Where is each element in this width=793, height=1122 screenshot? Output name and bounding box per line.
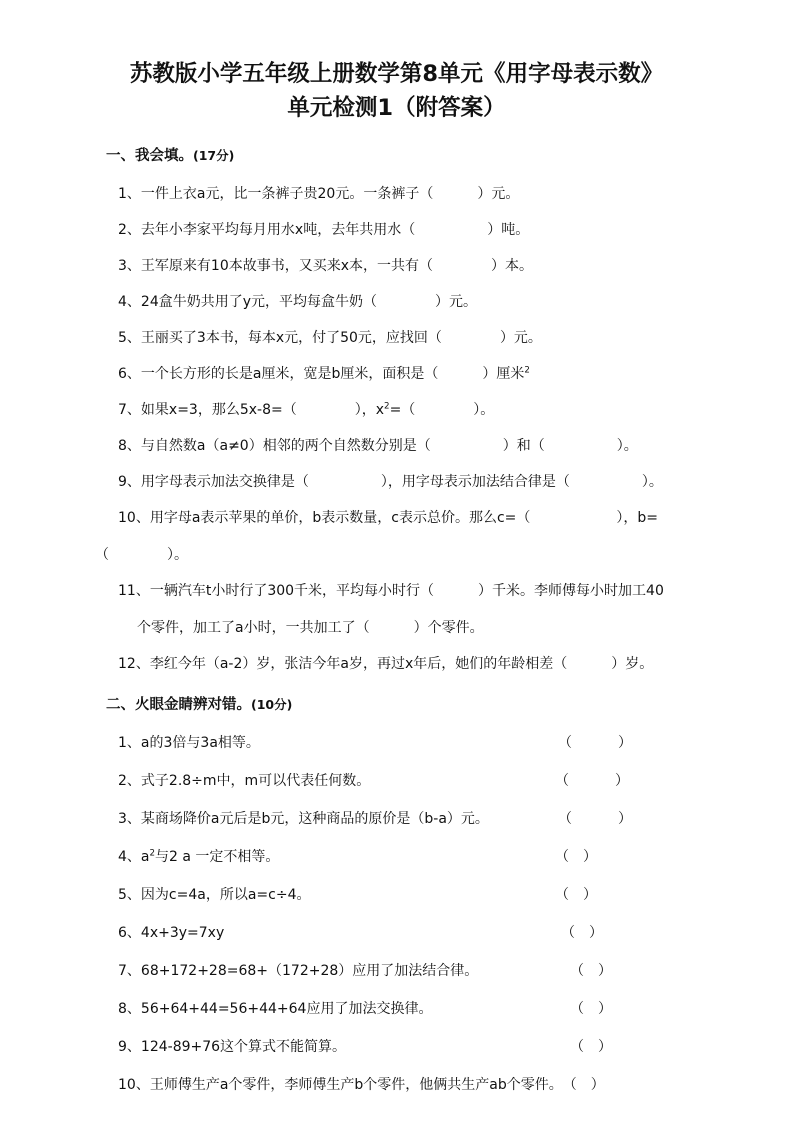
answer-parentheses[interactable]	[570, 999, 612, 1019]
q-text: 式子2.8÷m中，m可以代表任何数。	[140, 773, 371, 789]
q-number: 10、	[118, 510, 150, 526]
paren-close: ）	[598, 1039, 612, 1055]
paren-close: ）	[590, 1077, 605, 1093]
q-number: 5、	[118, 330, 141, 346]
q-text: 王军原来有10本故事书，又买来x本，一共有（	[140, 258, 434, 274]
question-1-11	[118, 581, 743, 638]
q-text: 与自然数a（a≠0）相邻的两个自然数分别是（	[140, 438, 431, 454]
paren-open: （	[555, 773, 569, 789]
paren-open: （	[555, 887, 569, 903]
paren-open: （	[555, 849, 569, 865]
paren-close: ）	[583, 887, 597, 903]
paren-close: ）	[615, 773, 629, 789]
q-text-mid: ）和（	[502, 438, 545, 454]
q-number: 10、	[118, 1077, 150, 1093]
q-text: 因为c=4a，所以a=c÷4。	[140, 887, 311, 903]
question-1-12	[118, 654, 743, 674]
answer-parentheses[interactable]	[570, 1037, 612, 1057]
q-text: 用字母表示加法交换律是（	[140, 474, 309, 490]
q-text: 某商场降价a元后是b元，这种商品的原价是（b-a）元。	[140, 811, 489, 827]
section-heading-fill-in	[106, 146, 793, 166]
question-1-8	[118, 436, 743, 456]
title-line-1: 苏教版小学五年级上册数学第8单元《用字母表示数》	[129, 61, 664, 87]
question-1-4	[118, 292, 743, 312]
answer-parentheses[interactable]	[570, 961, 612, 981]
answer-parentheses[interactable]	[558, 809, 632, 829]
paren-open: （	[558, 811, 572, 827]
q-number: 7、	[118, 402, 141, 418]
section-2-score: (10分)	[251, 697, 293, 712]
q-text: 用字母a表示苹果的单价，b表示数量，c表示总价。那么c=（	[149, 510, 531, 526]
q-text: 王师傅生产a个零件，李师傅生产b个零件，他俩共生产ab个零件。	[149, 1077, 563, 1093]
q-text-tail: ），b=	[616, 510, 659, 526]
question-1-6	[118, 364, 743, 384]
paren-open: （	[570, 1001, 584, 1017]
q-number: 1、	[118, 186, 141, 202]
q-text: 56+64+44=56+44+64应用了加法交换律。	[140, 1001, 433, 1017]
question-1-11-continuation	[137, 618, 743, 638]
cont-text-tail: ）个零件。	[413, 620, 484, 636]
answer-parentheses[interactable]	[558, 733, 632, 753]
answer-parentheses[interactable]	[555, 847, 597, 867]
q-text: 如果x=3，那么5x-8=（	[140, 402, 297, 418]
paren-close: ）	[598, 1001, 612, 1017]
question-2-5	[118, 885, 753, 905]
question-2-7	[118, 961, 753, 981]
q-number: 4、	[118, 849, 141, 865]
q-number: 1、	[118, 735, 141, 751]
paren-open: （	[562, 1077, 577, 1093]
cont-text: （	[95, 547, 109, 563]
q-text: a的3倍与3a相等。	[140, 735, 260, 751]
paren-close: ）	[618, 735, 632, 751]
q-text-tail: ）厘米	[482, 366, 525, 382]
q-text-mid: ），x	[354, 402, 385, 418]
q-text: 68+172+28=68+（172+28）应用了加法结合律。	[140, 963, 479, 979]
question-2-6	[118, 923, 753, 943]
section-1-title: 一、我会填。	[106, 148, 193, 164]
q-number: 2、	[118, 222, 141, 238]
question-2-3	[118, 809, 753, 829]
q-text-tail: 与2 a 一定不相等。	[155, 849, 280, 865]
q-text: 李红今年（a-2）岁，张洁今年a岁，再过x年后，她们的年龄相差（	[149, 656, 568, 672]
q-text-mid2: =（	[389, 402, 416, 418]
q-number: 11、	[118, 583, 150, 599]
q-number: 6、	[118, 925, 141, 941]
cont-text: 个零件，加工了a小时，一共加工了（	[137, 620, 370, 636]
question-1-5	[118, 328, 743, 348]
q-text-tail: ）本。	[491, 258, 534, 274]
q-text-tail: ）元。	[435, 294, 478, 310]
superscript-two: 2	[384, 401, 390, 412]
question-2-8	[118, 999, 753, 1019]
q-number: 7、	[118, 963, 141, 979]
q-text: 王丽买了3本书，每本x元，付了50元，应找回（	[140, 330, 442, 346]
paren-close: ）	[583, 849, 597, 865]
superscript-two: 2	[149, 848, 156, 859]
q-text: 去年小李家平均每月用水x吨，去年共用水（	[140, 222, 416, 238]
q-text: 一辆汽车t小时行了300千米，平均每小时行（	[149, 583, 435, 599]
question-1-7	[118, 400, 743, 420]
answer-parentheses[interactable]	[555, 771, 629, 791]
page-title	[0, 0, 793, 125]
q-number: 3、	[118, 258, 141, 274]
q-text: 24盒牛奶共用了y元，平均每盒牛奶（	[140, 294, 378, 310]
section-2-title: 二、火眼金睛辨对错。	[106, 697, 251, 713]
q-number: 8、	[118, 438, 141, 454]
q-text: 一个长方形的长是a厘米，宽是b厘米，面积是（	[140, 366, 439, 382]
q-text-tail: ）元。	[499, 330, 542, 346]
q-text: 4x+3y=7xy	[140, 925, 225, 941]
q-number: 3、	[118, 811, 141, 827]
q-text-tail: ）。	[473, 402, 495, 418]
q-text-tail: ）元。	[477, 186, 520, 202]
answer-parentheses[interactable]	[555, 885, 597, 905]
section-1-score: (17分)	[193, 148, 235, 163]
paren-open: （	[570, 1039, 584, 1055]
question-1-10-continuation	[95, 545, 743, 565]
q-text-mid: ），用字母表示加法结合律是（	[380, 474, 570, 490]
question-1-1	[118, 184, 743, 204]
answer-parentheses[interactable]	[563, 1075, 605, 1095]
answer-parentheses[interactable]	[561, 923, 603, 943]
paren-close: ）	[598, 963, 612, 979]
question-1-10	[95, 508, 743, 565]
question-2-1	[118, 733, 753, 753]
question-1-3	[118, 256, 743, 276]
question-1-2	[118, 220, 743, 240]
paren-open: （	[558, 735, 572, 751]
q-number: 8、	[118, 1001, 141, 1017]
q-text-tail: ）。	[616, 438, 638, 454]
q-text-tail: ）吨。	[487, 222, 530, 238]
paren-open: （	[561, 925, 575, 941]
question-2-4	[118, 847, 753, 867]
section-heading-true-false	[106, 695, 793, 715]
paren-close: ）	[618, 811, 632, 827]
title-line-2: 单元检测1（附答案）	[287, 95, 506, 121]
q-text-tail: ）岁。	[611, 656, 654, 672]
q-text: 124-89+76这个算式不能简算。	[140, 1039, 347, 1055]
paren-open: （	[570, 963, 584, 979]
question-2-2	[118, 771, 753, 791]
q-number: 9、	[118, 474, 141, 490]
q-number: 6、	[118, 366, 141, 382]
question-1-9	[118, 472, 743, 492]
q-text: 一件上衣a元，比一条裤子贵20元。一条裤子（	[140, 186, 434, 202]
q-number: 9、	[118, 1039, 141, 1055]
paren-close: ）	[589, 925, 603, 941]
superscript-two: 2	[524, 365, 530, 376]
q-text-tail: ）。	[641, 474, 663, 490]
q-number: 12、	[118, 656, 150, 672]
q-number: 5、	[118, 887, 141, 903]
q-text-tail: ）千米。李师傅每小时加工40	[478, 583, 664, 599]
question-2-9	[118, 1037, 753, 1057]
q-number: 4、	[118, 294, 141, 310]
q-number: 2、	[118, 773, 141, 789]
cont-text-tail: ）。	[167, 547, 188, 563]
q-text: a	[140, 849, 150, 865]
question-2-10	[118, 1075, 753, 1095]
